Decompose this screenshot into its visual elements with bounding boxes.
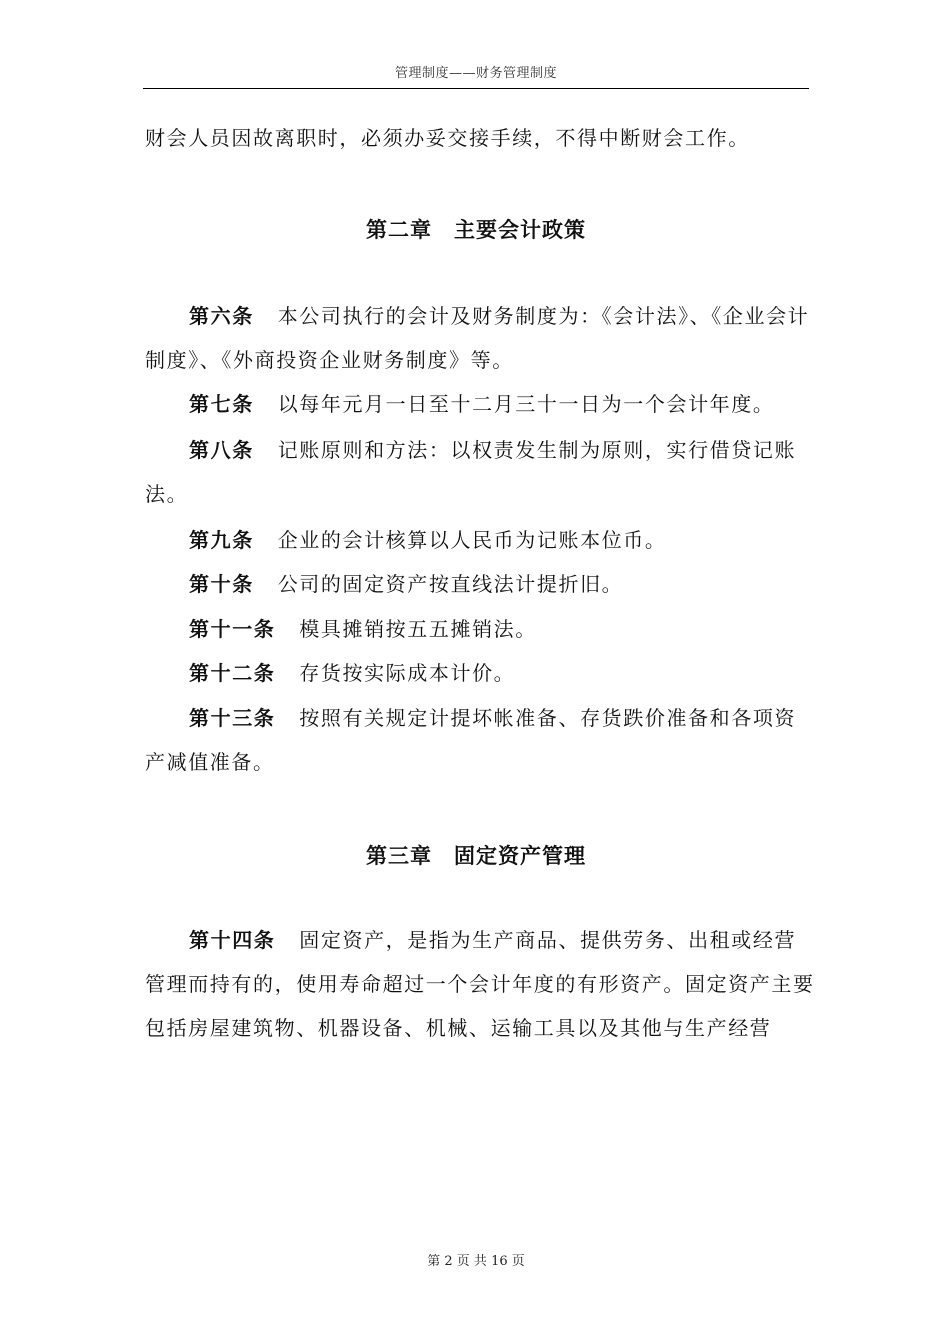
- article-12: [145, 651, 815, 695]
- article-label: 第八条: [189, 438, 254, 462]
- intro-paragraph: 财会人员因故离职时，必须办妥交接手续，不得中断财会工作。: [145, 126, 750, 150]
- chapter-2-heading: [143, 214, 809, 244]
- article-text: 本公司执行的会计及财务制度为：《会计法》、《企业会计制度》、《外商投资企业财务制度》等。: [145, 304, 810, 372]
- chapter-number: 第二章: [366, 218, 432, 242]
- total-page-count: 16: [491, 1254, 508, 1269]
- article-label: 第九条: [189, 528, 254, 552]
- article-label: 第七条: [189, 392, 254, 416]
- page-footer: [143, 1250, 809, 1269]
- chapter-number: 第三章: [366, 844, 432, 868]
- chapter-title: 固定资产管理: [454, 844, 586, 868]
- article-label: 第十一条: [189, 617, 276, 641]
- article-14: [145, 918, 815, 1050]
- article-7: [145, 382, 815, 426]
- article-13: [145, 696, 815, 784]
- article-text: 模具摊销按五五摊销法。: [299, 617, 537, 641]
- chapter-title: 主要会计政策: [454, 218, 586, 242]
- article-label: 第十二条: [189, 661, 276, 685]
- article-10: [145, 562, 815, 606]
- article-text: 以每年元月一日至十二月三十一日为一个会计年度。: [277, 392, 775, 416]
- article-6: [145, 294, 815, 382]
- footer-suffix: 页: [511, 1254, 525, 1269]
- article-text: 记账原则和方法：以权责发生制为原则，实行借贷记账法。: [145, 438, 797, 506]
- footer-prefix: 第: [427, 1254, 441, 1269]
- article-text: 按照有关规定计提坏帐准备、存货跌价准备和各项资产减值准备。: [145, 706, 797, 774]
- footer-middle: 页 共: [456, 1254, 487, 1269]
- article-text: 固定资产，是指为生产商品、提供劳务、出租或经营管理而持有的，使用寿命超过一个会计年度的有形资产。固定资产主要包括房屋建筑物、机器设备、机械、运输工具以及其他与生产经营: [145, 928, 815, 1040]
- article-text: 企业的会计核算以人民币为记账本位币。: [277, 528, 667, 552]
- page-header: 管理制度——财务管理制度: [394, 66, 557, 81]
- article-label: 第十条: [189, 572, 254, 596]
- article-8: [145, 428, 815, 516]
- article-label: 第十三条: [189, 706, 276, 730]
- article-text: 公司的固定资产按直线法计提折旧。: [277, 572, 624, 596]
- header-divider: [143, 88, 809, 89]
- article-9: [145, 518, 815, 562]
- article-label: 第六条: [189, 304, 254, 328]
- chapter-3-heading: [143, 840, 809, 870]
- article-11: [145, 607, 815, 651]
- current-page-number: 2: [444, 1254, 453, 1269]
- article-text: 存货按实际成本计价。: [299, 661, 516, 685]
- article-label: 第十四条: [189, 928, 276, 952]
